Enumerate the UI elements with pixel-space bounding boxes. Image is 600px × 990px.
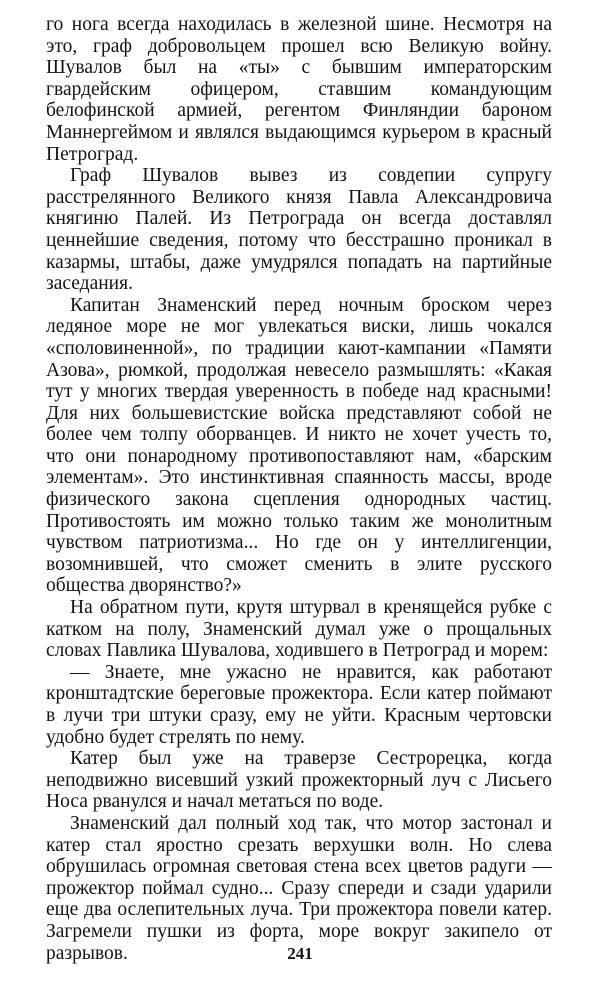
paragraph-dialogue: — Знаете, мне ужасно не нравится, как работают кронштадтские береговые прожектора. Если катер поймают в лучи три штуки сразу, ему не уйти. Красным чертовски удобно будет стрелять по нему. xyxy=(46,661,552,748)
paragraph-sestroretsk: Катер был уже на траверзе Сестрорецка, когда неподвижно висевший узкий прожекторный луч с Лисьего Носа рванулся и начал метаться по воде. xyxy=(46,748,552,813)
paragraph-return-trip: На обратном пути, крутя штурвал в кренящейся рубке с катком на полу, Знаменский думал уже о прощальных словах Павлика Шувалова, ходившего в Петроград и морем: xyxy=(46,597,552,662)
paragraph-searchlights: Знаменский дал полный ход так, что мотор застонал и катер стал яростно срезать верхушки волн. Но слева обрушилась огромная световая стена всех цветов радуги — прожектор поймал судно... Сразу спереди и сзади ударили еще два ослепительных луча. Три прожектора повели катер. Загремели пушки из форта, море вокруг закипело от разрывов. xyxy=(46,812,552,964)
page-number: 241 xyxy=(287,944,313,963)
paragraph-znamensky-reflection: Капитан Знаменский перед ночным броском через ледяное море не мог увлекаться виски, лишь чокался «споловиненной», по традиции кают-кампании «Памяти Азова», рюмкой, продолжая невесело размышлять: «Какая тут у многих твердая уверенность в победе над красными! Для них большевистские войска представляют собой не более чем толпу оборванцев. И никто не хочет учесть то, что они понародному противопоставляют нам, «барским элементам». Это инстинктивная спаянность массы, вроде физического закона сцепления однородных частиц. Противостоять им можно только таким же монолитным чувством патриотизма... Но где он у интеллигенции, возомнившей, что сможет сменить в элите русского общества дворянство?» xyxy=(46,294,552,597)
paragraph-continuation: го нога всегда находилась в железной шине. Несмотря на это, граф добровольцем прошел всю Великую войну. Шувалов был на «ты» с бывшим императорским гвардейским офицером, ставшим командующим белофинской армией, регентом Финляндии бароном Маннергеймом и являлся выдающимся курьером в красный Петроград. xyxy=(46,14,552,165)
paragraph-shuvalov: Граф Шувалов вывез из совдепии супругу расстрелянного Великого князя Павла Александровича княгиню Палей. Из Петрограда он всегда доставлял ценнейшие сведения, потому что бесстрашно проникал в казармы, штабы, даже умудрялся попадать на партийные заседания. xyxy=(46,165,552,295)
body-text xyxy=(46,14,552,964)
